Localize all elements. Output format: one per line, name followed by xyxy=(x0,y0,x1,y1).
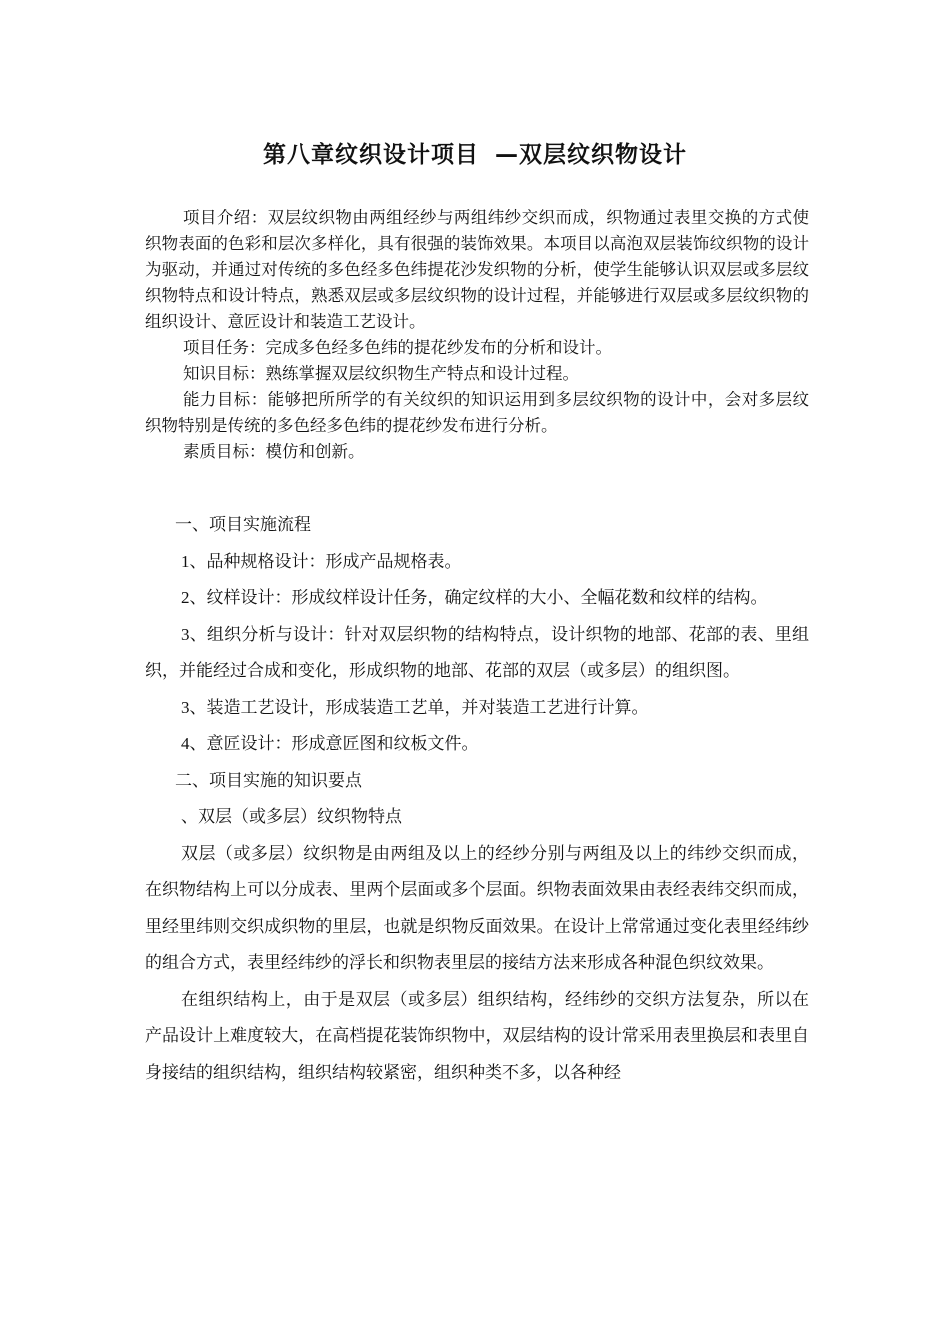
quality-goal: 素质目标：模仿和创新。 xyxy=(183,442,365,461)
project-intro xyxy=(145,205,809,465)
title-main: 第八章纹织设计项目 xyxy=(263,142,479,168)
list-item: 3、装造工艺设计，形成装造工艺单，并对装造工艺进行计算。 xyxy=(181,697,649,717)
list-item: 3、组织分析与设计：针对双层织物的结构特点，设计织物的地部、花部的表、里组织，并能经过合成和变化，形成织物的地部、花部的双层（或多层）的组织图。 xyxy=(145,624,809,680)
project-task: 项目任务：完成多色经多色纬的提花纱发布的分析和设计。 xyxy=(183,338,612,357)
title-sub: —双层纹织物设计 xyxy=(495,142,687,168)
list-item: 2、纹样设计：形成纹样设计任务，确定纹样的大小、全幅花数和纹样的结构。 xyxy=(181,588,768,607)
section-heading-1: 一、项目实施流程 xyxy=(175,515,311,534)
knowledge-goal: 知识目标：熟练掌握双层纹织物生产特点和设计过程。 xyxy=(183,364,579,383)
ability-goal: 能力目标：能够把所所学的有关纹织的知识运用到多层纹织物的设计中，会对多层纹织物特别是传统的多色经多色纬的提花纱发布进行分析。 xyxy=(145,390,809,435)
list-item: 4、意匠设计：形成意匠图和纹板文件。 xyxy=(181,734,479,753)
subsection-heading: 、双层（或多层）纹织物特点 xyxy=(181,807,402,826)
section-heading-2: 二、项目实施的知识要点 xyxy=(175,770,362,790)
body-paragraph: 双层（或多层）纹织物是由两组及以上的经纱分别与两组及以上的纬纱交织而成，在织物结构上可以分成表、里两个层面或多个层面。织物表面效果由表经表纬交织而成，里经里纬则交织成织物的里层，也就是织物反面效果。在设计上常常通过变化表里经纬纱的组合方式，表里经纬纱的浮长和织物表里层的接结方法来形成各种混色织纹效果。 xyxy=(145,843,809,972)
page-title xyxy=(0,138,950,172)
main-body xyxy=(145,507,809,1091)
body-paragraph: 在组织结构上，由于是双层（或多层）组织结构，经纬纱的交织方法复杂，所以在产品设计上难度较大，在高档提花装饰织物中，双层结构的设计常采用表里换层和表里自身接结的组织结构，组织结构较紧密，组织种类不多，以各种经 xyxy=(145,989,809,1082)
intro-paragraph: 项目介绍：双层纹织物由两组经纱与两组纬纱交织而成，织物通过表里交换的方式使织物表面的色彩和层次多样化，具有很强的装饰效果。本项目以高泡双层装饰纹织物的设计为驱动，并通过对传统的多色经多色纬提花沙发织物的分析，使学生能够认识双层或多层纹织物特点和设计特点，熟悉双层或多层纹织物的设计过程，并能够进行双层或多层纹织物的组织设计、意匠设计和装造工艺设计。 xyxy=(145,208,809,331)
list-item: 1、品种规格设计：形成产品规格表。 xyxy=(181,551,462,571)
